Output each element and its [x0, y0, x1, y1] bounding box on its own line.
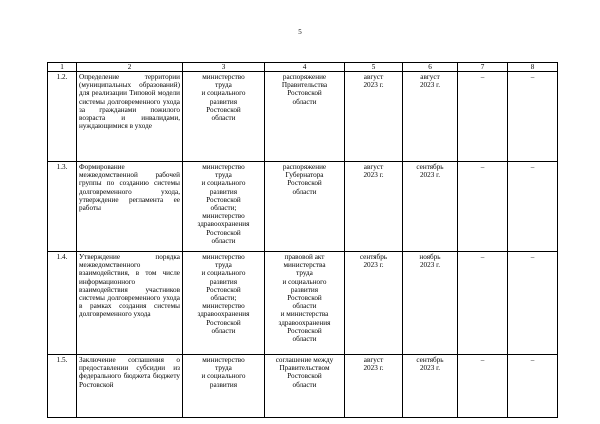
header-col-5: 5: [345, 63, 403, 72]
row-number: 1.5.: [48, 355, 77, 418]
table-row: [48, 252, 558, 355]
table-row: [48, 355, 558, 418]
measure-name: Утверждение порядка межведомственного взаимодействия, в том числе информационного взаимодействия участников системы долговременного ухода в рамках создания системы долговременного ухода: [77, 252, 183, 355]
start-date: август 2023 г.: [345, 162, 403, 252]
page-number: 5: [298, 28, 302, 36]
col-7-value: –: [458, 162, 508, 252]
responsible-executor: министерство труда и социального развития Ростовской области: [183, 72, 265, 162]
col-7-value: –: [458, 72, 508, 162]
header-col-6: 6: [403, 63, 458, 72]
header-row: [48, 63, 558, 72]
col-8-value: –: [508, 252, 558, 355]
result-document: правовой акт министерства труда и социального развития Ростовской области и министерства здравоохранения Ростовской области: [265, 252, 345, 355]
plan-table: [47, 62, 558, 418]
result-document: соглашение между Правительством Ростовской области: [265, 355, 345, 418]
responsible-executor: министерство труда и социального развития: [183, 355, 265, 418]
table-row: [48, 72, 558, 162]
start-date: август 2023 г.: [345, 355, 403, 418]
measure-name: Определение территории (муниципальных образований) для реализации Типовой модели системы долговременного ухода за гражданами пожилого возраста и инвалидами, нуждающимися в уходе: [77, 72, 183, 162]
result-document: распоряжение Правительства Ростовской области: [265, 72, 345, 162]
col-8-value: –: [508, 162, 558, 252]
measure-name: Заключение соглашения о предоставлении субсидии из федерального бюджета бюджету Ростовской: [77, 355, 183, 418]
col-8-value: –: [508, 355, 558, 418]
header-col-3: 3: [183, 63, 265, 72]
end-date: ноябрь 2023 г.: [403, 252, 458, 355]
col-7-value: –: [458, 355, 508, 418]
header-col-4: 4: [265, 63, 345, 72]
table-row: [48, 162, 558, 252]
measure-name: Формирование межведомственной рабочей группы по созданию системы долговременного ухода, утверждение регламента ее работы: [77, 162, 183, 252]
end-date: август 2023 г.: [403, 72, 458, 162]
row-number: 1.2.: [48, 72, 77, 162]
end-date: сентябрь 2023 г.: [403, 355, 458, 418]
responsible-executor: министерство труда и социального развития Ростовской области; министерство здравоохранения Ростовской области: [183, 162, 265, 252]
header-col-2: 2: [77, 63, 183, 72]
header-col-7: 7: [458, 63, 508, 72]
col-8-value: –: [508, 72, 558, 162]
header-col-1: 1: [48, 63, 77, 72]
row-number: 1.3.: [48, 162, 77, 252]
start-date: сентябрь 2023 г.: [345, 252, 403, 355]
responsible-executor: министерство труда и социального развития Ростовской области; министерство здравоохранения Ростовской области: [183, 252, 265, 355]
row-number: 1.4.: [48, 252, 77, 355]
col-7-value: –: [458, 252, 508, 355]
end-date: сентябрь 2023 г.: [403, 162, 458, 252]
result-document: распоряжение Губернатора Ростовской области: [265, 162, 345, 252]
header-col-8: 8: [508, 63, 558, 72]
start-date: август 2023 г.: [345, 72, 403, 162]
